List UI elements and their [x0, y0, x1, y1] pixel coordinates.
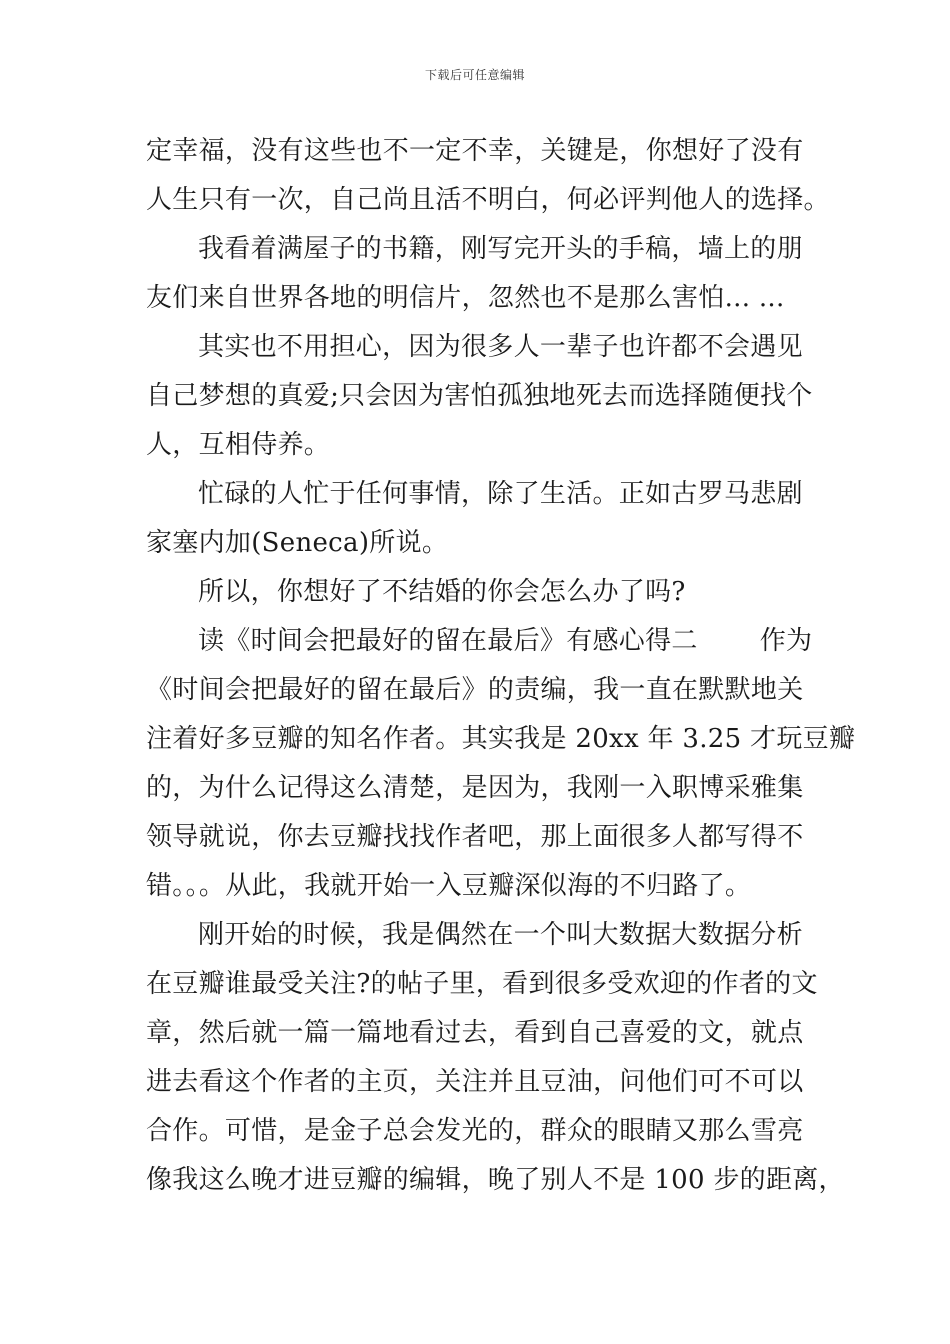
text-line: 自己梦想的真爱;只会因为害怕孤独地死去而选择随便找个 [146, 381, 813, 411]
section-lead-text: 作为 [759, 626, 813, 656]
text-line: 注着好多豆瓣的知名作者。其实我是 20xx 年 3.25 才玩豆瓣 [146, 724, 856, 754]
text-line: 领导就说，你去豆瓣找找作者吧，那上面很多人都写得不 [146, 822, 804, 852]
section-heading: 读《时间会把最好的留在最后》有感心得二 [198, 626, 698, 656]
paragraph-start-line: 刚开始的时候，我是偶然在一个叫大数据大数据分析 [198, 920, 803, 950]
text-line: 合作。可惜，是金子总会发光的，群众的眼睛又那么雪亮 [146, 1116, 804, 1146]
paragraph-start-line: 我看着满屋子的书籍，刚写完开头的手稿，墙上的朋 [198, 234, 803, 264]
text-line: 像我这么晚才进豆瓣的编辑，晚了别人不是 100 步的距离， [146, 1165, 845, 1195]
document-body [146, 127, 856, 1205]
section-heading-line [146, 617, 811, 666]
page-header: 下载后可任意编辑 [424, 68, 525, 82]
text-line: 人，互相侍养。 [146, 430, 331, 460]
text-line: 错。。。从此，我就开始一入豆瓣深似海的不归路了。 [146, 871, 752, 901]
text-line: 章，然后就一篇一篇地看过去，看到自己喜爱的文，就点 [146, 1018, 804, 1048]
text-line: 友们来自世界各地的明信片，忽然也不是那么害怕... ... [146, 283, 785, 313]
text-line: 人生只有一次，自己尚且活不明白，何必评判他人的选择。 [146, 185, 830, 215]
text-line: 的，为什么记得这么清楚，是因为，我刚一入职博采雅集 [146, 773, 804, 803]
text-line: 进去看这个作者的主页，关注并且豆油，问他们可不可以 [146, 1067, 804, 1097]
paragraph-start-line: 所以，你想好了不结婚的你会怎么办了吗? [198, 577, 686, 607]
text-line: 《时间会把最好的留在最后》的责编，我一直在默默地关 [146, 675, 804, 705]
text-line: 定幸福，没有这些也不一定不幸，关键是，你想好了没有 [146, 136, 804, 166]
paragraph-start-line: 忙碌的人忙于任何事情，除了生活。正如古罗马悲剧 [198, 479, 803, 509]
text-line: 家塞内加(Seneca)所说。 [146, 528, 449, 558]
text-line: 在豆瓣谁最受关注?的帖子里，看到很多受欢迎的作者的文 [146, 969, 818, 999]
paragraph-start-line: 其实也不用担心，因为很多人一辈子也许都不会遇见 [198, 332, 803, 362]
